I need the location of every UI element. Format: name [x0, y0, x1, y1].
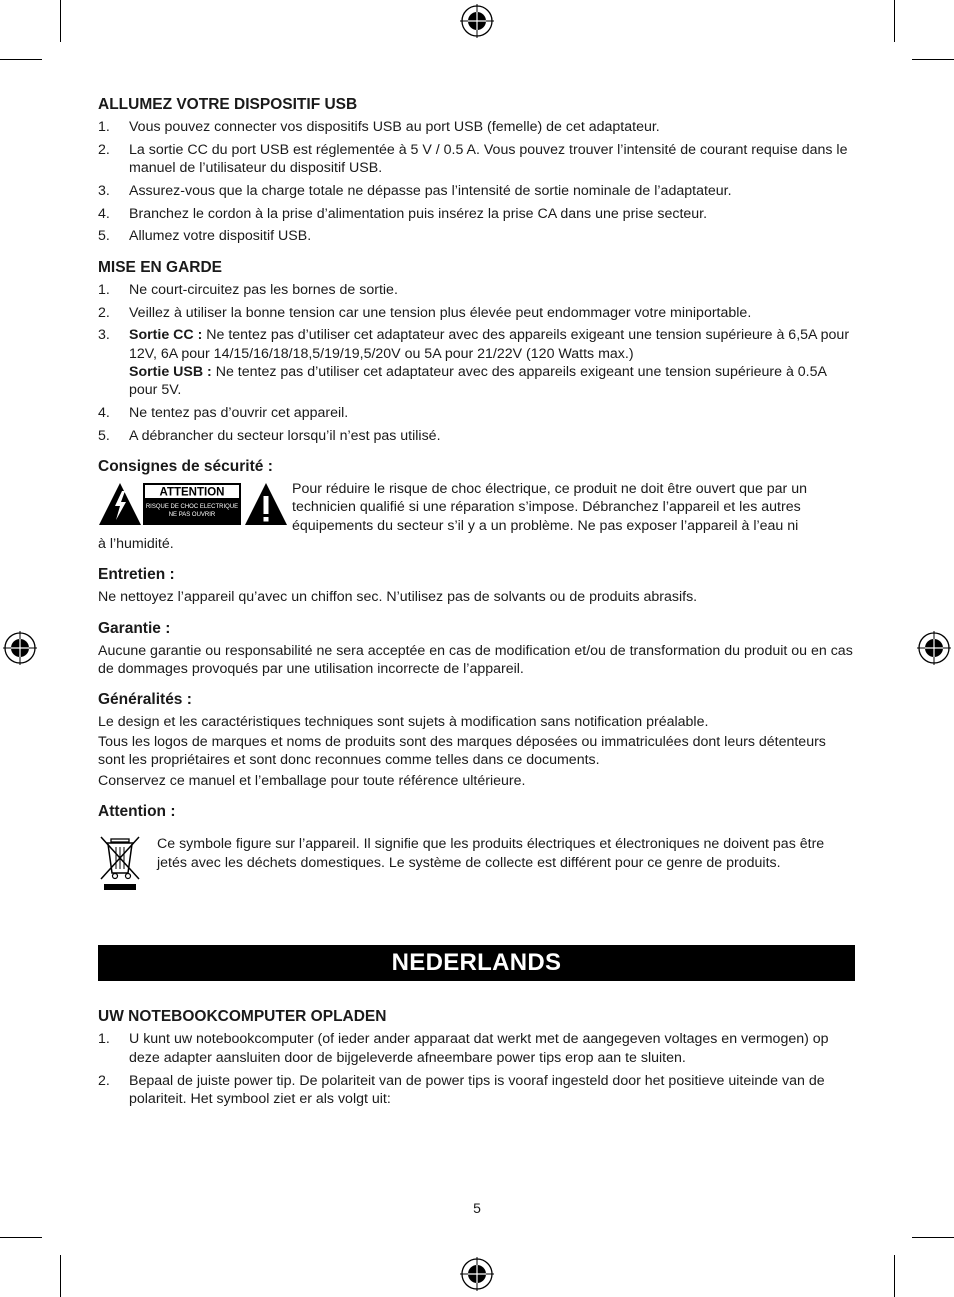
risk-label: RISQUE DE CHOC ELECTRIQUE	[145, 504, 239, 511]
usb-output-text: Ne tentez pas d’utiliser cet adaptateur avec des appareils exigeant une tension supérieure à 0.5A pour 5V.	[129, 363, 827, 399]
item-text: Bepaal de juiste power tip. De polariteit van de power tips is vooraf ingesteld door het positieve uiteinde van de polariteit. Het symbool ziet er als volgt uit:	[129, 1072, 825, 1107]
crop-mark	[0, 59, 42, 60]
numbered-list	[98, 1030, 855, 1108]
label-usb-output: Sortie USB :	[129, 363, 212, 380]
section-heading: Entretien :	[98, 566, 175, 584]
numbered-list	[98, 118, 855, 246]
list-item	[98, 326, 855, 399]
safety-text-trail: à l’humidité.	[98, 536, 174, 553]
crop-mark	[912, 1237, 954, 1238]
registration-mark-icon	[460, 1257, 494, 1291]
item-number: 1.	[98, 119, 110, 135]
section-maintenance	[98, 565, 855, 606]
section-usb	[98, 95, 855, 246]
list-item	[98, 141, 855, 178]
crop-mark	[894, 0, 895, 42]
item-number: 4.	[98, 205, 110, 222]
section-warranty	[98, 619, 855, 679]
item-text: Assurez-vous que la charge totale ne dépasse pas l’intensité de sortie nominale de l’adaptateur.	[129, 182, 732, 199]
item-number: 2.	[98, 1072, 110, 1089]
crossed-bin-icon	[98, 833, 142, 893]
registration-mark-icon	[917, 631, 951, 665]
attention-label: ATTENTION	[159, 486, 225, 499]
label-dc-output: Sortie CC :	[129, 327, 203, 344]
item-text: La sortie CC du port USB est réglementée à 5 V / 0.5 A. Vous pouvez trouver l’intensité de courant requise dans le manuel de l’utilisateur du dispositif USB.	[129, 141, 848, 177]
item-number: 3.	[98, 327, 110, 344]
page-content	[98, 95, 855, 1113]
weee-text: Ce symbole figure sur l’appareil. Il signifie que les produits électriques et électroniques ne doivent pas être jetés avec les déchets domestiques. Le système de collecte est différent pour ce genre de produits.	[157, 836, 825, 871]
registration-mark-icon	[460, 4, 494, 38]
item-number: 3.	[98, 182, 110, 199]
section-heading: Généralités :	[98, 691, 192, 709]
list-item	[98, 404, 855, 422]
item-text: Ne tentez pas d’ouvrir cet appareil.	[129, 405, 349, 422]
item-text	[129, 326, 855, 399]
section-caution	[98, 258, 855, 445]
section-heading: UW NOTEBOOKCOMPUTER OPLADEN	[98, 1008, 387, 1026]
electric-shock-warning-icon	[98, 482, 288, 526]
section-safety	[98, 457, 855, 553]
paragraph: Ne nettoyez l’appareil qu’avec un chiffon sec. N’utilisez pas de solvants ou de produits abrasifs.	[98, 589, 698, 606]
section-heading: ALLUMEZ VOTRE DISPOSITIF USB	[98, 96, 358, 113]
section-heading: Consignes de sécurité :	[98, 458, 273, 476]
item-number: 2.	[98, 141, 110, 158]
list-item	[98, 281, 855, 299]
dc-output-text: Ne tentez pas d’utiliser cet adaptateur avec des appareils exigeant une tension supérieure à 6,5A pour 12V, 6A pour 14/15/16/18/18,5/19/19,5/20V ou 5A pour 21/22V (120 Watts max.)	[129, 327, 850, 362]
section-nl-charging	[98, 1007, 855, 1108]
section-heading: Attention :	[98, 803, 176, 821]
crop-mark	[0, 1237, 42, 1238]
crop-mark	[60, 1255, 61, 1297]
list-item	[98, 1072, 855, 1109]
crop-mark	[912, 59, 954, 60]
item-text: Vous pouvez connecter vos dispositifs USB au port USB (femelle) de cet adaptateur.	[129, 119, 660, 135]
item-text: Branchez le cordon à la prise d’alimentation puis insérez la prise CA dans une prise secteur.	[129, 205, 708, 222]
paragraph: Aucune garantie ou responsabilité ne sera acceptée en cas de modification et/ou de transformation du produit ou en cas de dommages provoqués par une utilisation incorrecte de l’appareil.	[98, 642, 853, 677]
safety-block	[98, 480, 855, 553]
page-number: 5	[473, 1200, 481, 1216]
item-number: 5.	[98, 427, 110, 444]
language-banner: NEDERLANDS	[98, 945, 855, 981]
section-heading: MISE EN GARDE	[98, 258, 223, 276]
item-text: Allumez votre dispositif USB.	[129, 228, 312, 245]
list-item	[98, 118, 855, 136]
item-number: 4.	[98, 405, 110, 422]
list-item	[98, 182, 855, 200]
list-item	[98, 227, 855, 245]
list-item	[98, 427, 855, 445]
list-item	[98, 1030, 855, 1067]
item-number: 5.	[98, 228, 110, 245]
section-general	[98, 690, 855, 790]
item-text: U kunt uw notebookcomputer (of ieder ander apparaat dat werkt met de aangegeven voltages en vermogen) op deze adapter aansluiten door de bijgeleverde afneembare power tips erop aan te sluiten.	[129, 1031, 829, 1066]
numbered-list	[98, 281, 855, 445]
section-heading: Garantie :	[98, 619, 171, 637]
list-item	[98, 205, 855, 223]
item-text: Veillez à utiliser la bonne tension car une tension plus élevée peut endommager votre miniportable.	[129, 304, 752, 321]
paragraph: Conservez ce manuel et l’emballage pour toute référence ultérieure.	[98, 773, 526, 790]
item-number: 2.	[98, 304, 110, 321]
weee-block	[98, 833, 855, 893]
crop-mark	[894, 1255, 895, 1297]
do-not-open-label: NE PAS OUVRIR	[168, 512, 216, 519]
item-text: A débrancher du secteur lorsqu’il n’est pas utilisé.	[129, 427, 441, 444]
paragraph: Tous les logos de marques et noms de produits sont des marques déposées ou immatriculées dont leurs détenteurs sont les propriétaires et sont donc reconnues comme telles dans ce documents.	[98, 733, 826, 768]
item-text: Ne court-circuitez pas les bornes de sortie.	[129, 281, 398, 298]
item-number: 1.	[98, 281, 110, 298]
registration-mark-icon	[3, 631, 37, 665]
crop-mark	[60, 0, 61, 42]
item-number: 1.	[98, 1031, 110, 1048]
safety-text: Pour réduire le risque de choc électrique, ce produit ne doit être ouvert que par un technicien qualifié si une réparation s’impose. Débranchez l’appareil et les autres équipements du secteur s’il y a un problème. Ne pas exposer l’appareil à l’eau ni	[292, 481, 808, 534]
section-attention	[98, 802, 855, 893]
paragraph: Le design et les caractéristiques techniques sont sujets à modification sans notification préalable.	[98, 714, 709, 731]
list-item	[98, 304, 855, 322]
